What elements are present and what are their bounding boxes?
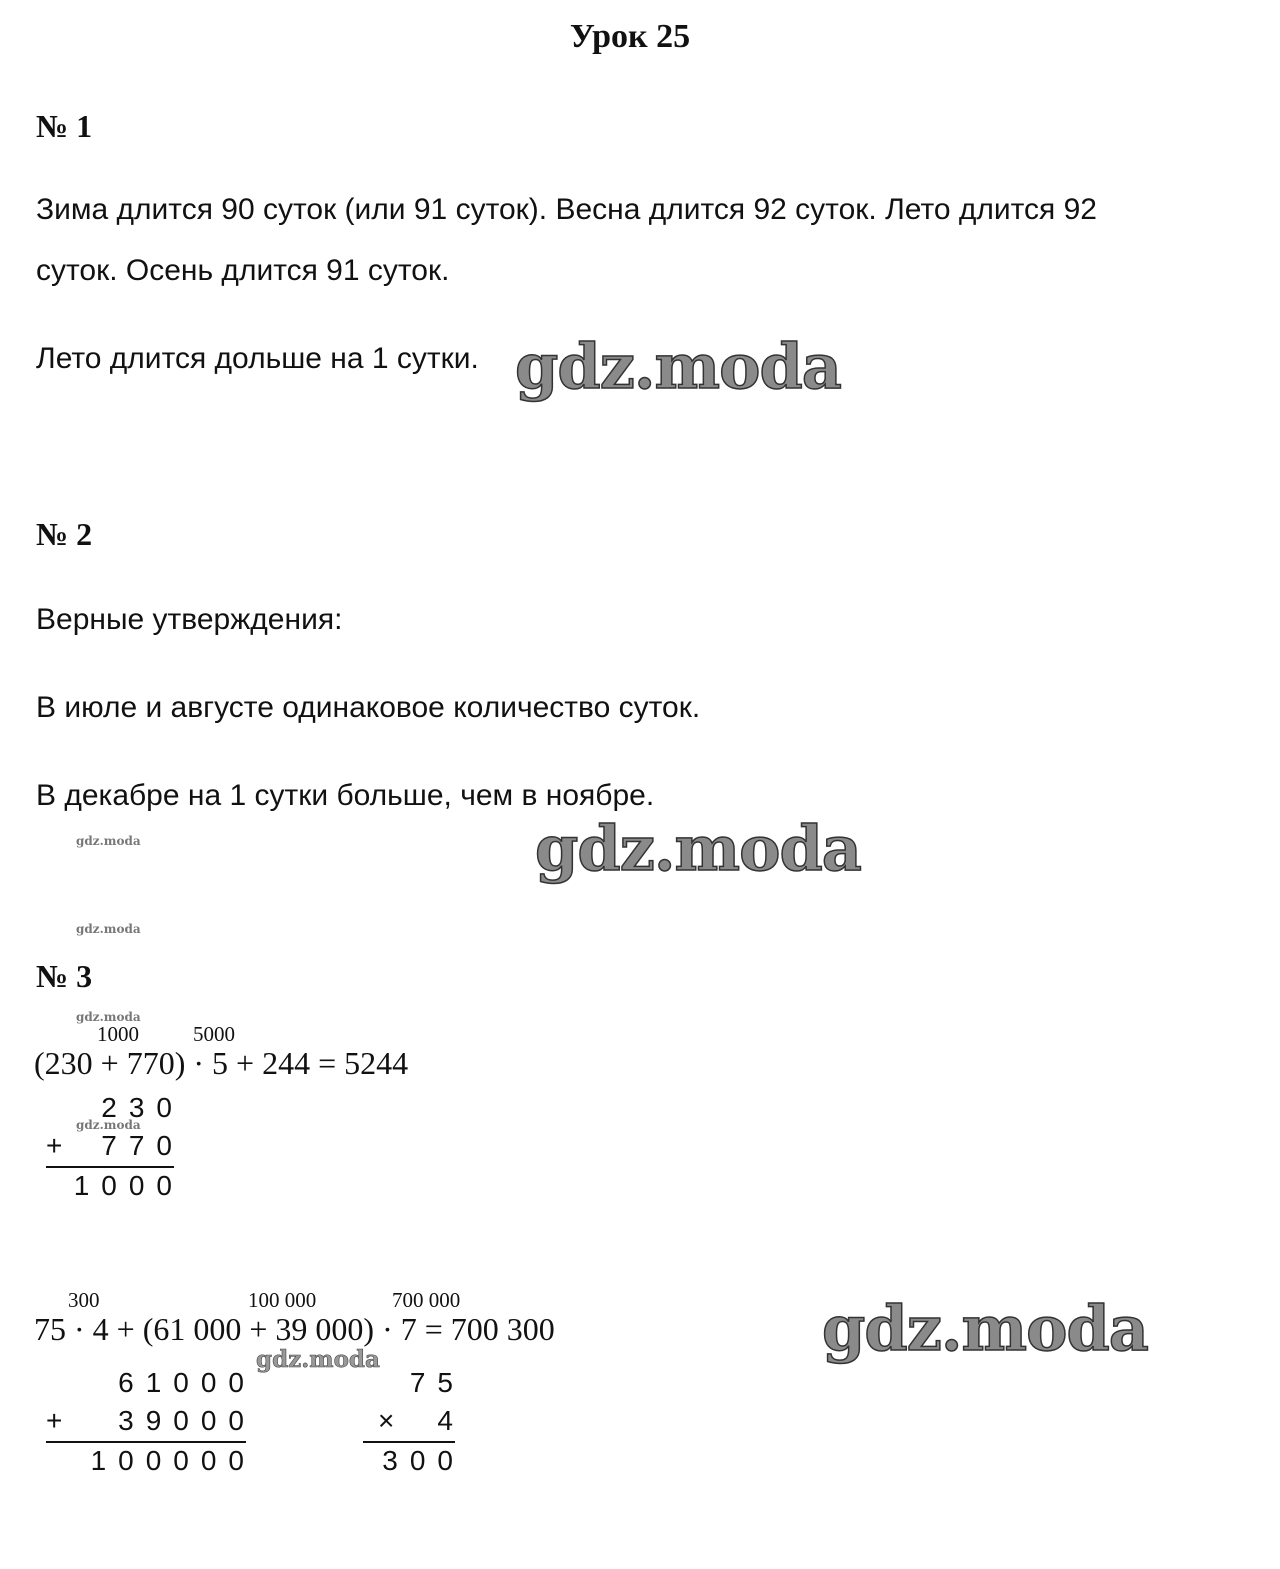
intermediate-result-2: 5000	[193, 1022, 235, 1046]
task-2-number: № 2	[36, 516, 93, 552]
task-1-line-1: Зима длится 90 суток (или 91 суток). Весна длится 92 суток. Лето длится 92	[36, 193, 1097, 226]
column-sum: 1000	[73, 1170, 184, 1201]
watermark-large: gdz.moda	[515, 330, 841, 403]
column-multiplier: 4	[437, 1405, 465, 1436]
intermediate-result-1: 300	[68, 1288, 100, 1312]
page-title: Урок 25	[569, 18, 691, 55]
intermediate-result-1: 1000	[97, 1022, 139, 1046]
task-1-number: № 1	[36, 108, 93, 144]
watermark-small: gdz.moda	[76, 922, 141, 936]
task-2-statement-1: В июле и августе одинаковое количество суток.	[36, 691, 701, 724]
column-product-line	[363, 1441, 455, 1443]
intermediate-result-2: 100 000	[248, 1288, 317, 1312]
watermark-small: gdz.moda	[76, 834, 141, 848]
expression-1: (230 + 770) · 5 + 244 = 5244	[34, 1045, 409, 1081]
column-addend-1: 61000	[118, 1367, 256, 1398]
column-sum: 100000	[90, 1445, 256, 1476]
watermark-small: gdz.moda	[76, 1010, 141, 1024]
watermark-medium: gdz.moda	[256, 1346, 380, 1373]
column-addend-2: 770	[101, 1130, 184, 1161]
column-multiplicand: 75	[409, 1367, 465, 1398]
expression-2: 75 · 4 + (61 000 + 39 000) · 7 = 700 300	[34, 1311, 555, 1347]
intermediate-result-3: 700 000	[392, 1288, 461, 1312]
column-sum-line	[46, 1441, 246, 1443]
column-addend-2: 39000	[118, 1405, 256, 1436]
column-sum-line	[46, 1166, 174, 1168]
column-plus-sign: +	[46, 1405, 75, 1436]
task-1-line-3: Лето длится дольше на 1 сутки.	[36, 342, 479, 375]
task-2-statement-2: В декабре на 1 сутки больше, чем в ноябре.	[36, 779, 655, 812]
watermark-small: gdz.moda	[76, 1118, 141, 1132]
watermark-large: gdz.moda	[535, 812, 861, 885]
task-1-line-2: суток. Осень длится 91 суток.	[36, 254, 450, 287]
task-3-number: № 3	[36, 958, 93, 994]
column-product: 300	[382, 1445, 465, 1476]
watermark-large: gdz.moda	[822, 1292, 1148, 1365]
column-times-sign: ×	[378, 1405, 407, 1436]
column-plus-sign: +	[46, 1130, 75, 1161]
task-2-intro: Верные утверждения:	[36, 603, 343, 636]
column-addend-1: 230	[101, 1092, 184, 1123]
